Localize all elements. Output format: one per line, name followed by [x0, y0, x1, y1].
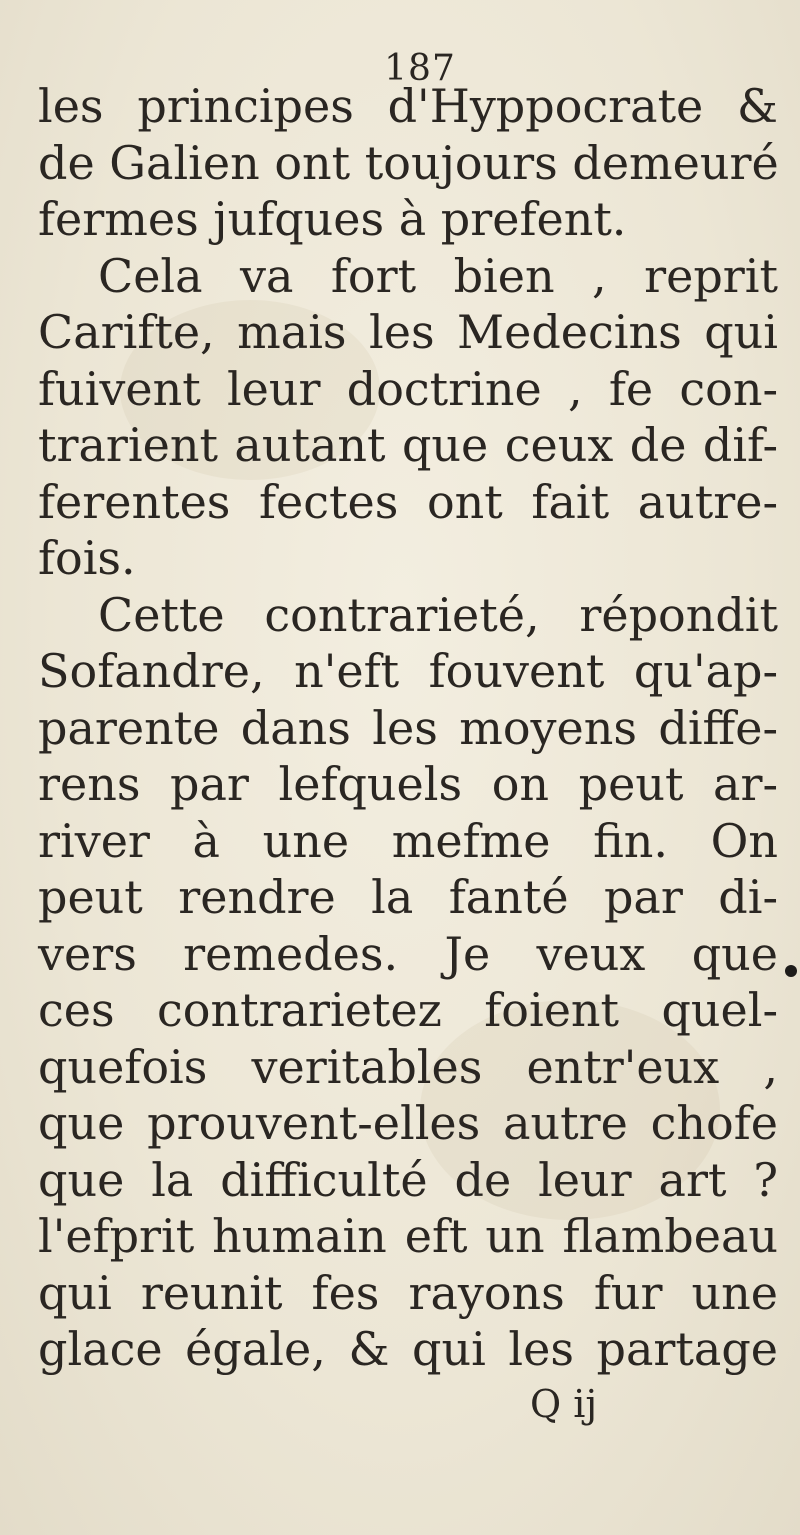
- text-line: glace égale, & qui les partage: [38, 1322, 778, 1376]
- text-line: l'efprit humain eft un flambeau: [38, 1209, 778, 1263]
- text-line: fois.: [38, 531, 136, 585]
- text-line: parente dans les moyens diffe-: [38, 700, 778, 755]
- text-line: Carifte, mais les Medecins qui: [38, 305, 778, 359]
- body-text: [38, 78, 778, 1378]
- text-line: ces contrarietez foient quel-: [38, 983, 778, 1037]
- text-line: peut rendre la fanté par di-: [38, 870, 778, 924]
- text-line: de Galien ont toujours demeuré: [38, 135, 779, 190]
- text-line: fuivent leur doctrine , fe con-: [38, 361, 778, 416]
- text-line: que prouvent-elles autre chofe: [38, 1096, 778, 1150]
- text-line: river à une mefme fin. On: [38, 813, 778, 868]
- text-line: qui reunit fes rayons fur une: [38, 1265, 778, 1320]
- text-line: vers remedes. Je veux que: [38, 926, 778, 981]
- page-number: 187: [384, 48, 456, 89]
- text-line: Cette contrarieté, répondit: [98, 587, 778, 642]
- text-line: Cela va fort bien , reprit: [98, 248, 778, 303]
- signature-mark: Q ij: [530, 1382, 598, 1426]
- text-line: trarient autant que ceux de dif-: [38, 418, 778, 472]
- ink-spot: [785, 965, 797, 977]
- text-line: que la difficulté de leur art ?: [38, 1152, 778, 1207]
- text-line: fermes jufques à prefent.: [38, 192, 627, 246]
- text-line: Sofandre, n'eft fouvent qu'ap-: [38, 644, 778, 698]
- text-line: rens par lefquels on peut ar-: [38, 757, 778, 811]
- text-line: ferentes fectes ont fait autre-: [38, 474, 778, 529]
- text-line: les principes d'Hyppocrate &: [38, 79, 778, 133]
- text-line: quefois veritables entr'eux ,: [38, 1039, 778, 1094]
